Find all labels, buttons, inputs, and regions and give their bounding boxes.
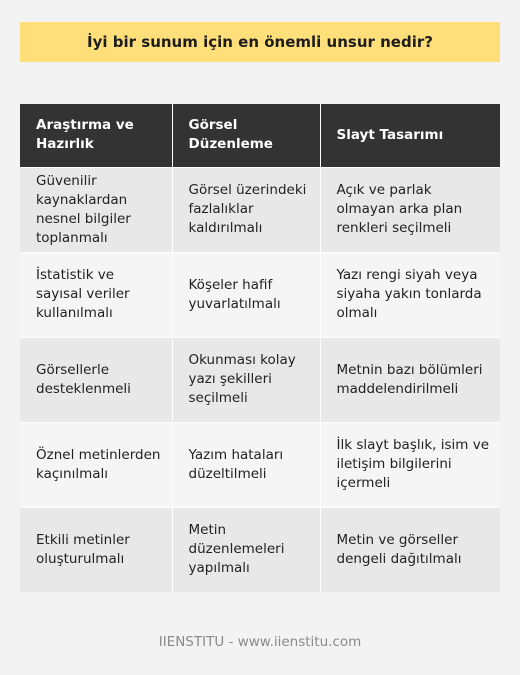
column-header-slide-design: Slayt Tasarımı xyxy=(320,104,500,167)
table-cell: Görsellerle desteklenmeli xyxy=(20,337,172,422)
table-row xyxy=(20,337,500,422)
table-cell: Açık ve parlak olmayan arka plan renkleri seçilmeli xyxy=(320,167,500,252)
table-cell: Yazı rengi siyah veya siyaha yakın tonlarda olmalı xyxy=(320,252,500,337)
table-cell: İlk slayt başlık, isim ve iletişim bilgilerini içermeli xyxy=(320,422,500,507)
table-row xyxy=(20,507,500,592)
table-cell: Güvenilir kaynaklardan nesnel bilgiler toplanmalı xyxy=(20,167,172,252)
table-cell: Okunması kolay yazı şekilleri seçilmeli xyxy=(172,337,320,422)
table-row xyxy=(20,422,500,507)
table-row xyxy=(20,167,500,252)
table-cell: Köşeler hafif yuvarlatılmalı xyxy=(172,252,320,337)
comparison-table xyxy=(20,104,500,592)
column-header-visual: Görsel Düzenleme xyxy=(172,104,320,167)
table-cell: Metnin bazı bölümleri maddelendirilmeli xyxy=(320,337,500,422)
table-cell: Öznel metinlerden kaçınılmalı xyxy=(20,422,172,507)
column-header-research: Araştırma ve Hazırlık xyxy=(20,104,172,167)
table-cell: Yazım hataları düzeltilmeli xyxy=(172,422,320,507)
table-header-row xyxy=(20,104,500,167)
table-cell: Metin düzenlemeleri yapılmalı xyxy=(172,507,320,592)
table-cell: İstatistik ve sayısal veriler kullanılmalı xyxy=(20,252,172,337)
table-cell: Etkili metinler oluşturulmalı xyxy=(20,507,172,592)
footer-source: IIENSTITU - www.iienstitu.com xyxy=(158,634,362,650)
table-cell: Metin ve görseller dengeli dağıtılmalı xyxy=(320,507,500,592)
title-banner xyxy=(20,22,500,62)
table-cell: Görsel üzerindeki fazlalıklar kaldırılmalı xyxy=(172,167,320,252)
page-title: İyi bir sunum için en önemli unsur nedir? xyxy=(87,33,433,51)
table-row xyxy=(20,252,500,337)
